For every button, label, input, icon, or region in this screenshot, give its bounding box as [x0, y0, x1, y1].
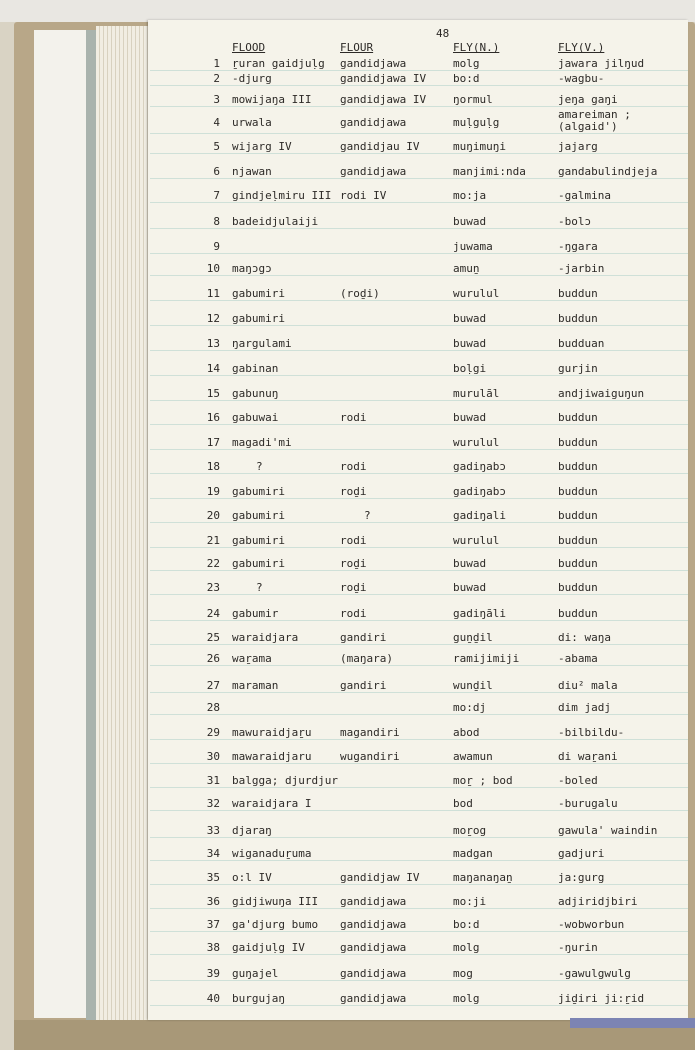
ruled-line [150, 228, 688, 229]
flour-word: (roḏi) [340, 287, 380, 300]
fly-verb-word: buddun [558, 607, 598, 620]
fly-noun-word: muŋimuŋi [453, 140, 506, 153]
fly-verb-word: -abama [558, 652, 598, 665]
row-number: 19 [206, 485, 220, 498]
ruled-line [150, 300, 688, 301]
fly-verb-word: gurjin [558, 362, 598, 375]
fly-noun-word: bo:d [453, 918, 480, 931]
ruled-line [150, 739, 688, 740]
row-number: 20 [206, 509, 220, 522]
flood-word: gabumiri [232, 509, 285, 522]
row-number: 39 [206, 967, 220, 980]
fly-verb-word: ja:gurg [558, 871, 605, 884]
flood-word: wijarg IV [232, 140, 292, 153]
fly-verb-word: di waṟani [558, 750, 618, 763]
ruled-line [150, 473, 688, 474]
row-number: 9 [213, 240, 220, 253]
ruled-line [150, 325, 688, 326]
flour-word: wugandiri [340, 750, 400, 763]
flour-word: gandidjau IV [340, 140, 420, 153]
ruled-line [150, 202, 688, 203]
flood-word: gabumir [232, 607, 279, 620]
ruled-line [150, 253, 688, 254]
fly-verb-word: amareiman ; (algaid') [558, 108, 631, 133]
fly-verb-word: jeŋa gaŋi [558, 93, 618, 106]
ruled-line [150, 547, 688, 548]
fly-noun-word: molg [453, 941, 480, 954]
flood-word: balgga; djurdjur [232, 774, 338, 787]
row-number: 25 [206, 631, 220, 644]
flour-word: gandidjawa IV [340, 72, 427, 85]
fly-verb-word: di: waŋa [558, 631, 611, 644]
row-number: 12 [206, 312, 220, 325]
flood-word: -djurg [232, 72, 272, 85]
flour-word: gandiri [340, 679, 387, 692]
row-number: 18 [206, 460, 220, 473]
flood-word: njawan [232, 165, 272, 178]
flour-word: gandidjawa [340, 918, 407, 931]
flood-word: gabumiri [232, 312, 285, 325]
ruled-line [150, 424, 688, 425]
fly-noun-word: moṟ ; bod [453, 774, 513, 787]
fly-verb-word: buddun [558, 411, 598, 424]
flour-word: roḏi [340, 581, 367, 594]
flood-word: guŋajel [232, 967, 279, 980]
fly-noun-word: wunḏil [453, 679, 493, 692]
ruled-line [150, 692, 688, 693]
row-number: 13 [206, 337, 220, 350]
row-number: 10 [206, 262, 220, 275]
flour-word: gandidjawa [340, 116, 407, 129]
flood-word: burgujaŋ [232, 992, 285, 1005]
row-number: 14 [206, 362, 220, 375]
fly-verb-word: buddun [558, 436, 598, 449]
ruled-line [150, 375, 688, 376]
fly-noun-word: buwad [453, 557, 487, 570]
fly-verb-word: buddun [558, 460, 598, 473]
fly-noun-word: gadiŋabɔ [453, 485, 506, 498]
ruled-line [150, 498, 688, 499]
flood-word: gabuwai [232, 411, 279, 424]
flour-word: gandidjawa [340, 992, 407, 1005]
ruled-line [150, 178, 688, 179]
fly-noun-word: mo:ji [453, 895, 487, 908]
row-number: 40 [206, 992, 220, 1005]
fly-verb-word: -ŋgara [558, 240, 598, 253]
fly-verb-word: buddun [558, 534, 598, 547]
fly-noun-word: boḷgi [453, 362, 487, 375]
ruled-line [150, 644, 688, 645]
ruled-line [150, 763, 688, 764]
fly-noun-word: buwad [453, 312, 487, 325]
fly-noun-word: murulāl [453, 387, 500, 400]
flood-word: waraidjara I [232, 797, 312, 810]
flood-word: gabumiri [232, 287, 285, 300]
flour-word: rodi [340, 607, 367, 620]
fly-noun-word: buwad [453, 581, 487, 594]
fly-noun-word: gadiŋabɔ [453, 460, 506, 473]
row-number: 15 [206, 387, 220, 400]
fly-noun-word: maŋanaŋaṉ [453, 871, 513, 884]
row-number: 28 [206, 701, 220, 714]
fly-noun-word: awamun [453, 750, 493, 763]
row-number: 17 [206, 436, 220, 449]
header-fly-verb: FLY(V.) [558, 41, 605, 54]
flour-word: gandidjawa [340, 941, 407, 954]
fly-verb-word: gadjuri [558, 847, 605, 860]
flood-word: urwala [232, 116, 272, 129]
row-number: 4 [213, 116, 220, 129]
flour-word: gandiri [340, 631, 387, 644]
ruled-line [150, 106, 688, 107]
fly-verb-word: buddun [558, 509, 598, 522]
flour-word: gandidjawa [340, 57, 407, 70]
flood-word: gabinan [232, 362, 279, 375]
ruled-line [150, 787, 688, 788]
fly-noun-word: moṟog [453, 824, 487, 837]
fly-verb-word: jiḏiri ji:ṟid [558, 992, 645, 1005]
fly-verb-word: -burugalu [558, 797, 618, 810]
ruled-line [150, 350, 688, 351]
ruled-line [150, 908, 688, 909]
page-edges [96, 26, 152, 1020]
fly-verb-word: -galmina [558, 189, 611, 202]
blue-tab [570, 1018, 695, 1028]
fly-noun-word: wurulul [453, 436, 500, 449]
flood-word: waṟama [232, 652, 272, 665]
fly-noun-word: mog [453, 967, 473, 980]
flour-word: roḏi [340, 485, 367, 498]
fly-verb-word: andjiwaiguŋun [558, 387, 645, 400]
flood-word: gindjeḷmiru III [232, 189, 332, 202]
fly-verb-word: -bilbildu- [558, 726, 625, 739]
ruled-line [150, 522, 688, 523]
fly-verb-word: -ŋurin [558, 941, 598, 954]
row-number: 8 [213, 215, 220, 228]
fly-noun-word: gadiŋāli [453, 607, 506, 620]
facing-page [34, 30, 92, 1018]
flood-word: ? [256, 581, 263, 594]
flood-word: badeidjulaiji [232, 215, 319, 228]
ruled-line [150, 70, 688, 71]
ruled-line [150, 1005, 688, 1006]
row-number: 33 [206, 824, 220, 837]
header-fly-noun: FLY(N.) [453, 41, 500, 54]
row-number: 24 [206, 607, 220, 620]
flood-word: maŋɔgɔ [232, 262, 272, 275]
flood-word: o:l IV [232, 871, 272, 884]
fly-noun-word: gadiŋali [453, 509, 506, 522]
fly-verb-word: -jarbin [558, 262, 605, 275]
flour-word: gandidjawa [340, 967, 407, 980]
row-number: 29 [206, 726, 220, 739]
flood-word: gidjiwuŋa III [232, 895, 319, 908]
fly-verb-word: buddun [558, 312, 598, 325]
fly-noun-word: ŋormul [453, 93, 493, 106]
flour-word: magandiri [340, 726, 400, 739]
fly-noun-word: amuṉ [453, 262, 480, 275]
fly-noun-word: molg [453, 57, 480, 70]
flour-word: gandidjawa [340, 895, 407, 908]
fly-noun-word: abod [453, 726, 480, 739]
fly-noun-word: bo:d [453, 72, 480, 85]
fly-verb-word: -wobworbun [558, 918, 625, 931]
flour-word: gandidjawa IV [340, 93, 427, 106]
ruled-line [150, 810, 688, 811]
fly-verb-word: budduan [558, 337, 605, 350]
row-number: 34 [206, 847, 220, 860]
row-number: 5 [213, 140, 220, 153]
fly-noun-word: mo:dj [453, 701, 487, 714]
flood-word: mowijaŋa III [232, 93, 312, 106]
fly-verb-word: buddun [558, 581, 598, 594]
row-number: 32 [206, 797, 220, 810]
flood-word: gabunuŋ [232, 387, 279, 400]
flour-word: rodi [340, 460, 367, 473]
header-flour: FLOUR [340, 41, 374, 54]
ruled-line [150, 275, 688, 276]
background [0, 0, 695, 22]
flood-word: maraman [232, 679, 279, 692]
fly-noun-word: bod [453, 797, 473, 810]
fly-noun-word: mo:ja [453, 189, 487, 202]
fly-noun-word: buwad [453, 411, 487, 424]
flood-word: gabumiri [232, 557, 285, 570]
flood-word: gabumiri [232, 485, 285, 498]
flour-word: rodi [340, 534, 367, 547]
header-flood: FLOOD [232, 41, 266, 54]
row-number: 26 [206, 652, 220, 665]
row-number: 27 [206, 679, 220, 692]
ruled-line [150, 980, 688, 981]
flood-word: gabumiri [232, 534, 285, 547]
flood-word: mawaraidjaru [232, 750, 312, 763]
row-number: 22 [206, 557, 220, 570]
row-number: 31 [206, 774, 220, 787]
fly-noun-word: wurulul [453, 534, 500, 547]
flood-word: ŋargulami [232, 337, 292, 350]
flood-word: waraidjara [232, 631, 299, 644]
flood-word: ga'djurg bumo [232, 918, 319, 931]
fly-verb-word: -gawulgwulg [558, 967, 631, 980]
ruled-line [150, 594, 688, 595]
row-number: 21 [206, 534, 220, 547]
row-number: 35 [206, 871, 220, 884]
fly-noun-word: ramijimiji [453, 652, 520, 665]
fly-verb-word: buddun [558, 557, 598, 570]
ruled-line [150, 85, 688, 86]
row-number: 16 [206, 411, 220, 424]
fly-noun-word: manjimi:nda [453, 165, 526, 178]
fly-noun-word: buwad [453, 337, 487, 350]
flour-word: rodi [340, 411, 367, 424]
ruled-line [150, 860, 688, 861]
flood-word: djaraŋ [232, 824, 272, 837]
fly-verb-word: -bolɔ [558, 215, 592, 228]
fly-verb-word: buddun [558, 485, 598, 498]
ruled-line [150, 570, 688, 571]
row-number: 3 [213, 93, 220, 106]
flour-word: rodi IV [340, 189, 387, 202]
row-number: 37 [206, 918, 220, 931]
binding-strip [86, 30, 96, 1020]
flour-word: gandidjaw IV [340, 871, 420, 884]
flood-word: magadi'mi [232, 436, 292, 449]
ruled-line [150, 449, 688, 450]
flood-word: mawuraidjaṟu [232, 726, 312, 739]
ruled-line [150, 714, 688, 715]
fly-noun-word: wurulul [453, 287, 500, 300]
fly-noun-word: guṉḏil [453, 631, 493, 644]
ruled-line [150, 884, 688, 885]
ruled-line [150, 954, 688, 955]
ruled-line [150, 931, 688, 932]
flood-word: ? [256, 460, 263, 473]
fly-noun-word: juwama [453, 240, 493, 253]
ruled-line [150, 665, 688, 666]
flood-word: wiganaduṟuma [232, 847, 312, 860]
row-number: 7 [213, 189, 220, 202]
fly-verb-word: -wagbu- [558, 72, 605, 85]
fly-verb-word: buddun [558, 287, 598, 300]
flood-word: gaidjuḷg IV [232, 941, 305, 954]
page-number: 48 [436, 27, 450, 40]
fly-verb-word: adjiridjbiri [558, 895, 638, 908]
row-number: 36 [206, 895, 220, 908]
fly-verb-word: dim jadj [558, 701, 611, 714]
fly-noun-word: molg [453, 992, 480, 1005]
row-number: 38 [206, 941, 220, 954]
fly-verb-word: gawula' waindin [558, 824, 658, 837]
ruled-line [150, 620, 688, 621]
row-number: 2 [213, 72, 220, 85]
fly-noun-word: buwad [453, 215, 487, 228]
row-number: 1 [213, 57, 220, 70]
ruled-line [150, 133, 688, 134]
fly-verb-word: diu² mala [558, 679, 618, 692]
fly-verb-word: -boled [558, 774, 598, 787]
ruled-line [150, 837, 688, 838]
ruled-line [150, 400, 688, 401]
fly-verb-word: gandabulindjeja [558, 165, 658, 178]
flour-word: ? [364, 509, 371, 522]
row-number: 23 [206, 581, 220, 594]
fly-verb-word: jajarg [558, 140, 598, 153]
flour-word: (maŋara) [340, 652, 393, 665]
flour-word: roḏi [340, 557, 367, 570]
flour-word: gandidjawa [340, 165, 407, 178]
row-number: 6 [213, 165, 220, 178]
ruled-line [150, 153, 688, 154]
fly-noun-word: madgan [453, 847, 493, 860]
fly-verb-word: jawara jilŋud [558, 57, 645, 70]
flood-word: ṟuran gaidjuḷg [232, 57, 325, 70]
row-number: 11 [206, 287, 220, 300]
fly-noun-word: muḷguḷg [453, 116, 500, 129]
row-number: 30 [206, 750, 220, 763]
